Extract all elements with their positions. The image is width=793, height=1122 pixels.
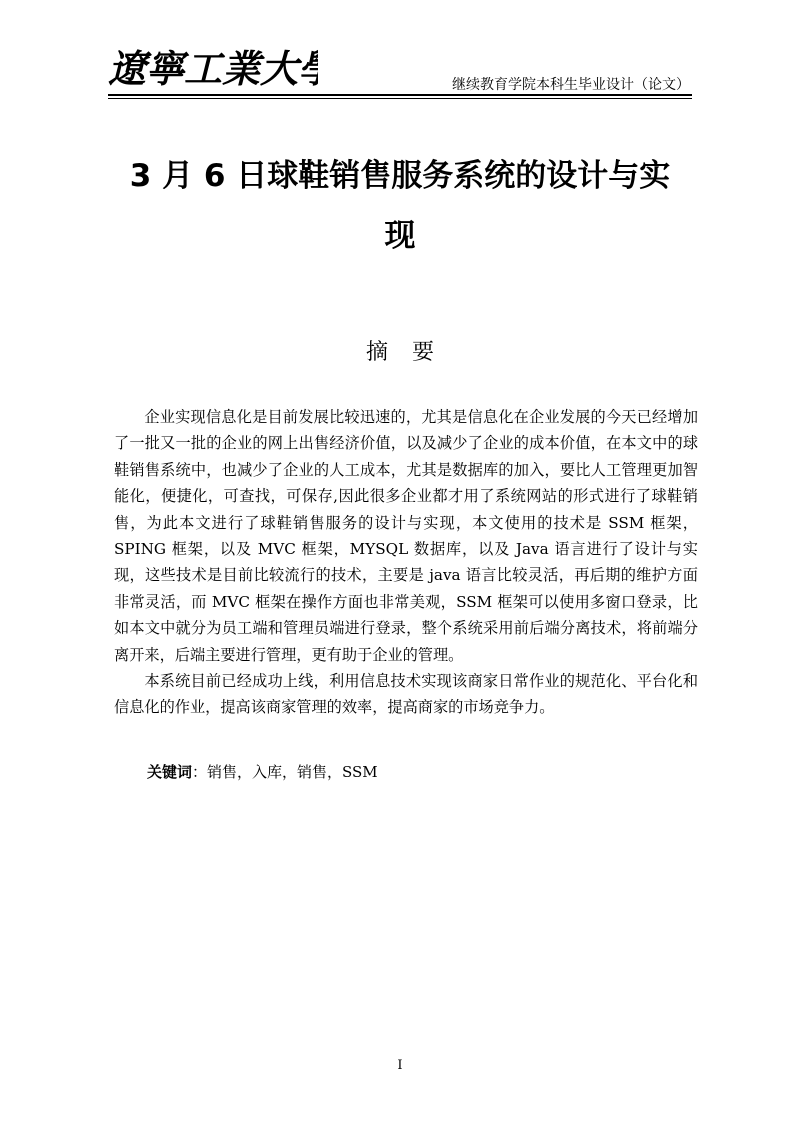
abstract-body bbox=[114, 404, 698, 721]
keywords-line bbox=[147, 763, 378, 781]
abstract-heading: 摘要 bbox=[365, 340, 458, 365]
abstract-paragraph-1: 企业实现信息化是目前发展比较迅速的，尤其是信息化在企业发展的今天已经增加了一批又一批的企业的网上出售经济价值，以及减少了企业的成本价值，在本文中的球鞋销售系统中，也减少了企业的人工成本，尤其是数据库的加入，要比人工管理更加智能化，便捷化，可查找，可保存,因此很多企业都才用了系统网站的形式进行了球鞋销售，为此本文进行了球鞋销售服务的设计与实现，本文使用的技术是 SSM 框架，SPING 框架，以及 MVC 框架，MYSQL 数据库，以及 Java 语言进行了设计与实现，这些技术是目前比较流行的技术，主要是 java 语言比较灵活，再后期的维护方面非常灵活，而 MVC 框架在操作方面也非常美观，SSM 框架可以使用多窗口登录，比如本文中就分为员工端和管理员端进行登录，整个系统采用前后端分离技术，将前端分离开来，后端主要进行管理，更有助于企业的管理。 bbox=[114, 408, 698, 664]
page-number: I bbox=[397, 1058, 403, 1073]
abstract-paragraph-2: 本系统目前已经成功上线，利用信息技术实现该商家日常作业的规范化、平台化和信息化的作业，提高该商家管理的效率，提高商家的市场竞争力。 bbox=[114, 672, 698, 717]
logo-text: 遼寧工業大學 bbox=[108, 46, 318, 91]
keywords-label: 关键词 bbox=[147, 763, 193, 781]
title-line-1: 3 月 6 日球鞋销售服务系统的设计与实 bbox=[129, 158, 671, 194]
calligraphy-logo-icon bbox=[108, 40, 318, 94]
keywords-value: ：销售，入库，销售，SSM bbox=[192, 763, 378, 781]
header-rule-thin bbox=[108, 98, 692, 99]
header-institution-text: 继续教育学院本科生毕业设计（论文） bbox=[452, 77, 690, 93]
document-title bbox=[105, 146, 695, 266]
university-logo bbox=[108, 40, 318, 94]
title-line-2: 现 bbox=[384, 218, 416, 254]
header-rule-thick bbox=[108, 94, 692, 96]
